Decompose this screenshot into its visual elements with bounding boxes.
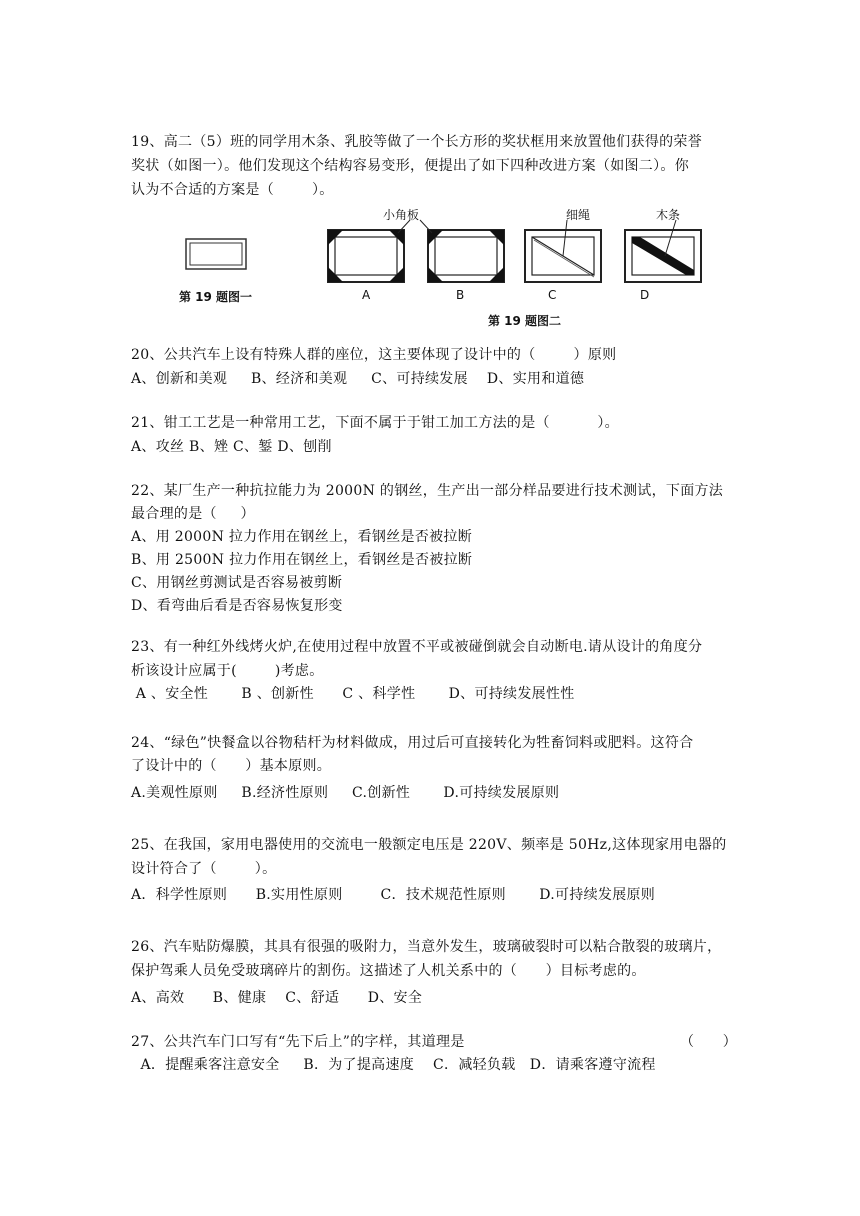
option-c-frame xyxy=(525,220,601,282)
q23-line-1: 23、有一种红外线烤火炉,在使用过程中放置不平或被碰倒就会自动断电.请从设计的角度分 xyxy=(131,639,703,655)
corner-plate-label: 小角板 xyxy=(383,208,420,222)
q24-line-1: 24、“绿色”快餐盒以谷物秸杆为材料做成，用过后可直接转化为牲畜饲料或肥料。这符合 xyxy=(131,735,694,751)
thin-rope-label: 细绳 xyxy=(566,208,591,222)
q26-line-2: 保护驾乘人员免受玻璃碎片的割伤。这描述了人机关系中的（ ）目标考虑的。 xyxy=(131,963,646,979)
q23-line-2: 析该设计应属于( )考虑。 xyxy=(131,663,324,679)
q19-figure xyxy=(0,0,860,330)
q21-stem: 21、钳工工艺是一种常用工艺，下面不属于于钳工加工方法的是（ ）。 xyxy=(131,415,619,431)
q22-option-b: B、用 2500N 拉力作用在钢丝上，看钢丝是否被拉断 xyxy=(131,552,473,568)
figure-2-caption: 第 19 题图二 xyxy=(488,314,562,328)
q27-answer-bracket: （ ） xyxy=(680,1034,738,1050)
option-c-label: C xyxy=(548,288,557,302)
q27-stem: 27、公共汽车门口写有“先下后上”的字样，其道理是 xyxy=(131,1034,465,1050)
wood-strip-label: 木条 xyxy=(656,208,681,222)
q20-options: A、创新和美观 B、经济和美观 C、可持续发展 D、实用和道德 xyxy=(131,371,585,387)
q19-line-3: 认为不合适的方案是（ ）。 xyxy=(131,182,334,198)
q25-line-1: 25、在我国，家用电器使用的交流电一般额定电压是 220V、频率是 50Hz,这体现家用电器的 xyxy=(131,837,727,853)
q25-options: A．科学性原则 B.实用性原则 C．技术规范性原则 D.可持续发展原则 xyxy=(131,887,656,903)
q24-options: A.美观性原则 B.经济性原则 C.创新性 D.可持续发展原则 xyxy=(131,785,560,801)
q25-line-2: 设计符合了（ ）。 xyxy=(131,861,277,877)
q26-options: A、高效 B、健康 C、舒适 D、安全 xyxy=(131,990,423,1006)
q23-options: A 、安全性 B 、创新性 C 、科学性 D、可持续发展性性 xyxy=(131,686,575,702)
option-a-frame xyxy=(328,230,404,282)
q22-option-a: A、用 2000N 拉力作用在钢丝上，看钢丝是否被拉断 xyxy=(131,529,472,545)
option-b-label: B xyxy=(456,288,465,302)
q19-line-1: 19、高二（5）班的同学用木条、乳胶等做了一个长方形的奖状框用来放置他们获得的荣誉 xyxy=(131,134,703,150)
q22-option-d: D、看弯曲后看是否容易恢复形变 xyxy=(131,598,343,614)
option-a-label: A xyxy=(362,288,371,302)
figure-1-caption: 第 19 题图一 xyxy=(179,290,253,304)
q22-line-1: 22、某厂生产一种抗拉能力为 2000N 的钢丝，生产出一部分样品要进行技术测试，下面方法 xyxy=(131,483,724,499)
q21-options: A、攻丝 B、矬 C、錾 D、刨削 xyxy=(131,439,332,455)
q22-line-2: 最合理的是（ ） xyxy=(131,506,255,522)
option-b-frame xyxy=(428,230,504,282)
q26-line-1: 26、汽车贴防爆膜，其具有很强的吸附力，当意外发生，玻璃破裂时可以粘合散裂的玻璃片， xyxy=(131,939,722,955)
q22-option-c: C、用钢丝剪测试是否容易被剪断 xyxy=(131,575,343,591)
q20-stem: 20、公共汽车上设有特殊人群的座位，这主要体现了设计中的（ ）原则 xyxy=(131,347,617,363)
q19-line-2: 奖状（如图一）。他们发现这个结构容易变形，便提出了如下四种改进方案（如图二）。你 xyxy=(131,158,689,174)
option-d-label: D xyxy=(640,288,650,302)
figure-1-frame xyxy=(186,239,246,269)
q24-line-2: 了设计中的（ ）基本原则。 xyxy=(131,758,332,774)
q27-options: A．提醒乘客注意安全 B．为了提高速度 C．减轻负载 D．请乘客遵守流程 xyxy=(131,1057,656,1073)
option-d-frame xyxy=(625,220,701,282)
